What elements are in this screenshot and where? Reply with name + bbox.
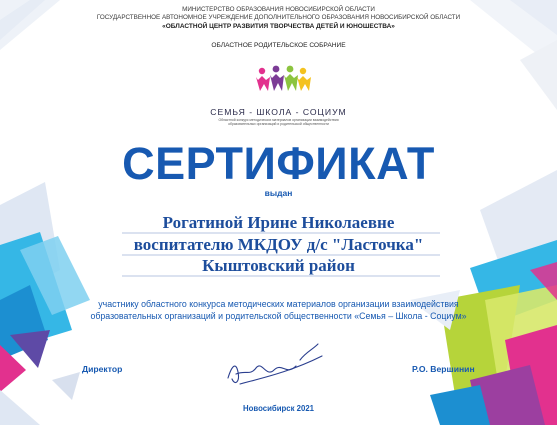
issued-label: выдан [264, 188, 293, 198]
recipient-position: воспитателю МКДОУ д/с "Ласточка" [133, 235, 424, 254]
description-line-2: образовательных организаций и родительской общественности «Семья – Школа - Социум» [90, 311, 467, 321]
brand-subtitle-1: Областной конкурс методических материалов организации взаимодействия [218, 118, 339, 122]
assembly-line: ОБЛАСТНОЕ РОДИТЕЛЬСКОЕ СОБРАНИЕ [211, 42, 346, 49]
signature-mark [228, 344, 322, 384]
institution-line: ГОСУДАРСТВЕННОЕ АВТОНОМНОЕ УЧРЕЖДЕНИЕ ДОПОЛНИТЕЛЬНОГО ОБРАЗОВАНИЯ НОВОСИБИРСКОЙ ОБЛАСТИ [96, 14, 461, 21]
deco-shape [520, 40, 557, 110]
logo-icon [256, 66, 311, 91]
brand-name: СЕМЬЯ - ШКОЛА - СОЦИУМ [210, 107, 347, 117]
place-year: Новосибирск 2021 [243, 404, 314, 413]
recipient-name: Рогатиной Ирине Николаевне [162, 213, 395, 232]
recipient-district: Кыштовский район [202, 256, 355, 275]
signatory-role: Директор [82, 364, 123, 374]
ministry-line: МИНИСТЕРСТВО ОБРАЗОВАНИЯ НОВОСИБИРСКОЙ ОБЛАСТИ [182, 6, 375, 13]
brand-subtitle-2: образовательных организаций и родительской общественности [228, 122, 329, 126]
deco-shape [52, 372, 80, 400]
description-line-1: участнику областного конкурса методических материалов организации взаимодействия [98, 299, 459, 309]
signatory-name: Р.О. Вершинин [412, 364, 475, 374]
certificate-title: СЕРТИФИКАТ [122, 138, 435, 189]
center-name-line: «ОБЛАСТНОЙ ЦЕНТР РАЗВИТИЯ ТВОРЧЕСТВА ДЕТЕЙ И ЮНОШЕСТВА» [162, 23, 395, 30]
